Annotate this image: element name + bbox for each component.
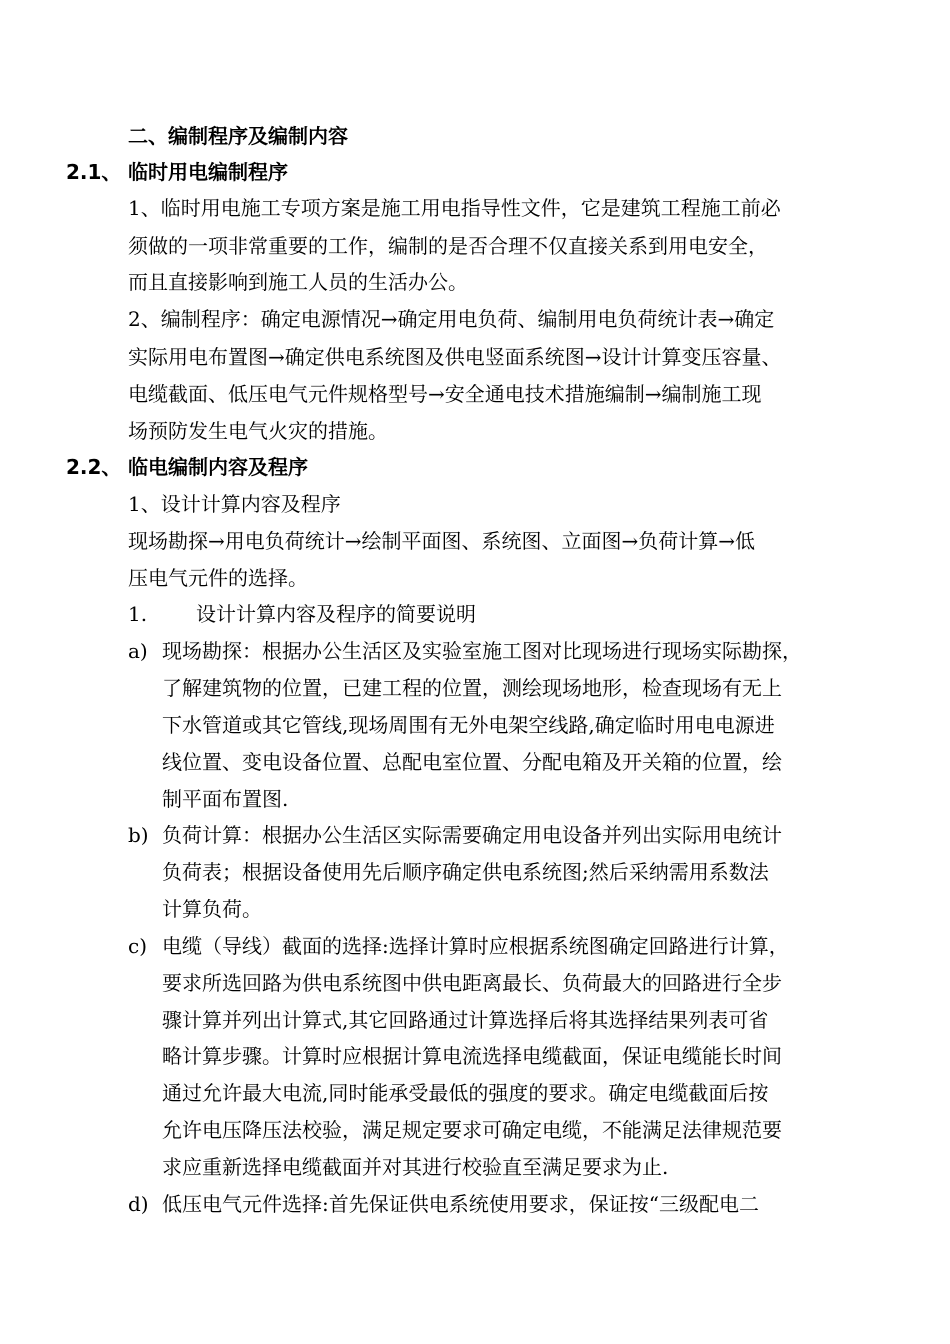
heading-2-2-title: 临电编制内容及程序 <box>128 455 308 479</box>
item-marker-a: a) <box>128 639 148 663</box>
item-line: 负荷表；根据设备使用先后顺序确定供电系统图;然后采纳需用系数法 <box>162 860 769 884</box>
item-line: 负荷计算：根据办公生活区实际需要确定用电设备并列出实际用电统计 <box>162 823 782 847</box>
item-line: 要求所选回路为供电系统图中供电距离最长、负荷最大的回路进行全步 <box>162 971 782 995</box>
paragraph-line: 电缆截面、低压电气元件规格型号→安全通电技术措施编制→编制施工现 <box>128 382 762 406</box>
item-marker-d: d) <box>128 1192 149 1216</box>
paragraph-line: 1、临时用电施工专项方案是施工用电指导性文件，它是建筑工程施工前必 <box>128 196 781 220</box>
paragraph-line: 场预防发生电气火灾的措施。 <box>128 419 388 443</box>
item-line: 制平面布置图. <box>162 787 289 811</box>
item-line: 电缆（导线）截面的选择:选择计算时应根据系统图确定回路进行计算， <box>162 934 789 958</box>
item-line: 了解建筑物的位置，已建工程的位置，测绘现场地形，检查现场有无上 <box>162 676 782 700</box>
item-line: 通过允许最大电流,同时能承受最低的强度的要求。确定电缆截面后按 <box>162 1081 769 1105</box>
paragraph-line: 现场勘探→用电负荷统计→绘制平面图、系统图、立面图→负荷计算→低 <box>128 529 756 553</box>
item-line: 现场勘探：根据办公生活区及实验室施工图对比现场进行现场实际勘探， <box>162 639 802 663</box>
item-line: 线位置、变电设备位置、总配电室位置、分配电箱及开关箱的位置，绘 <box>162 750 782 774</box>
item-line: 略计算步骤。计算时应根据计算电流选择电缆截面，保证电缆能长时间 <box>162 1044 782 1068</box>
item-marker-c: c) <box>128 934 148 958</box>
list-text: 设计计算内容及程序的简要说明 <box>196 602 476 626</box>
item-line: 求应重新选择电缆截面并对其进行校验直至满足要求为止. <box>162 1155 669 1179</box>
list-number: 1. <box>128 602 148 626</box>
section-title: 二、编制程序及编制内容 <box>128 124 348 148</box>
heading-2-1-number: 2.1、 <box>66 160 122 184</box>
paragraph-line: 而且直接影响到施工人员的生活办公。 <box>128 270 468 294</box>
item-line: 骤计算并列出计算式,其它回路通过计算选择后将其选择结果列表可省 <box>162 1008 769 1032</box>
paragraph-line: 1、设计计算内容及程序 <box>128 492 341 516</box>
heading-2-1-title: 临时用电编制程序 <box>128 160 288 184</box>
item-line: 允许电压降压法校验，满足规定要求可确定电缆，不能满足法律规范要 <box>162 1118 782 1142</box>
heading-2-2-number: 2.2、 <box>66 455 122 479</box>
paragraph-line: 实际用电布置图→确定供电系统图及供电竖面系统图→设计计算变压容量、 <box>128 345 782 369</box>
item-line: 下水管道或其它管线,现场周围有无外电架空线路,确定临时用电电源进 <box>162 713 775 737</box>
item-line: 计算负荷。 <box>162 897 262 921</box>
paragraph-line: 压电气元件的选择。 <box>128 566 308 590</box>
item-marker-b: b) <box>128 823 149 847</box>
paragraph-line: 须做的一项非常重要的工作，编制的是否合理不仅直接关系到用电安全， <box>128 234 768 258</box>
item-line: 低压电气元件选择:首先保证供电系统使用要求，保证按“三级配电二 <box>162 1192 759 1216</box>
paragraph-line: 2、编制程序：确定电源情况→确定用电负荷、编制用电负荷统计表→确定 <box>128 307 775 331</box>
